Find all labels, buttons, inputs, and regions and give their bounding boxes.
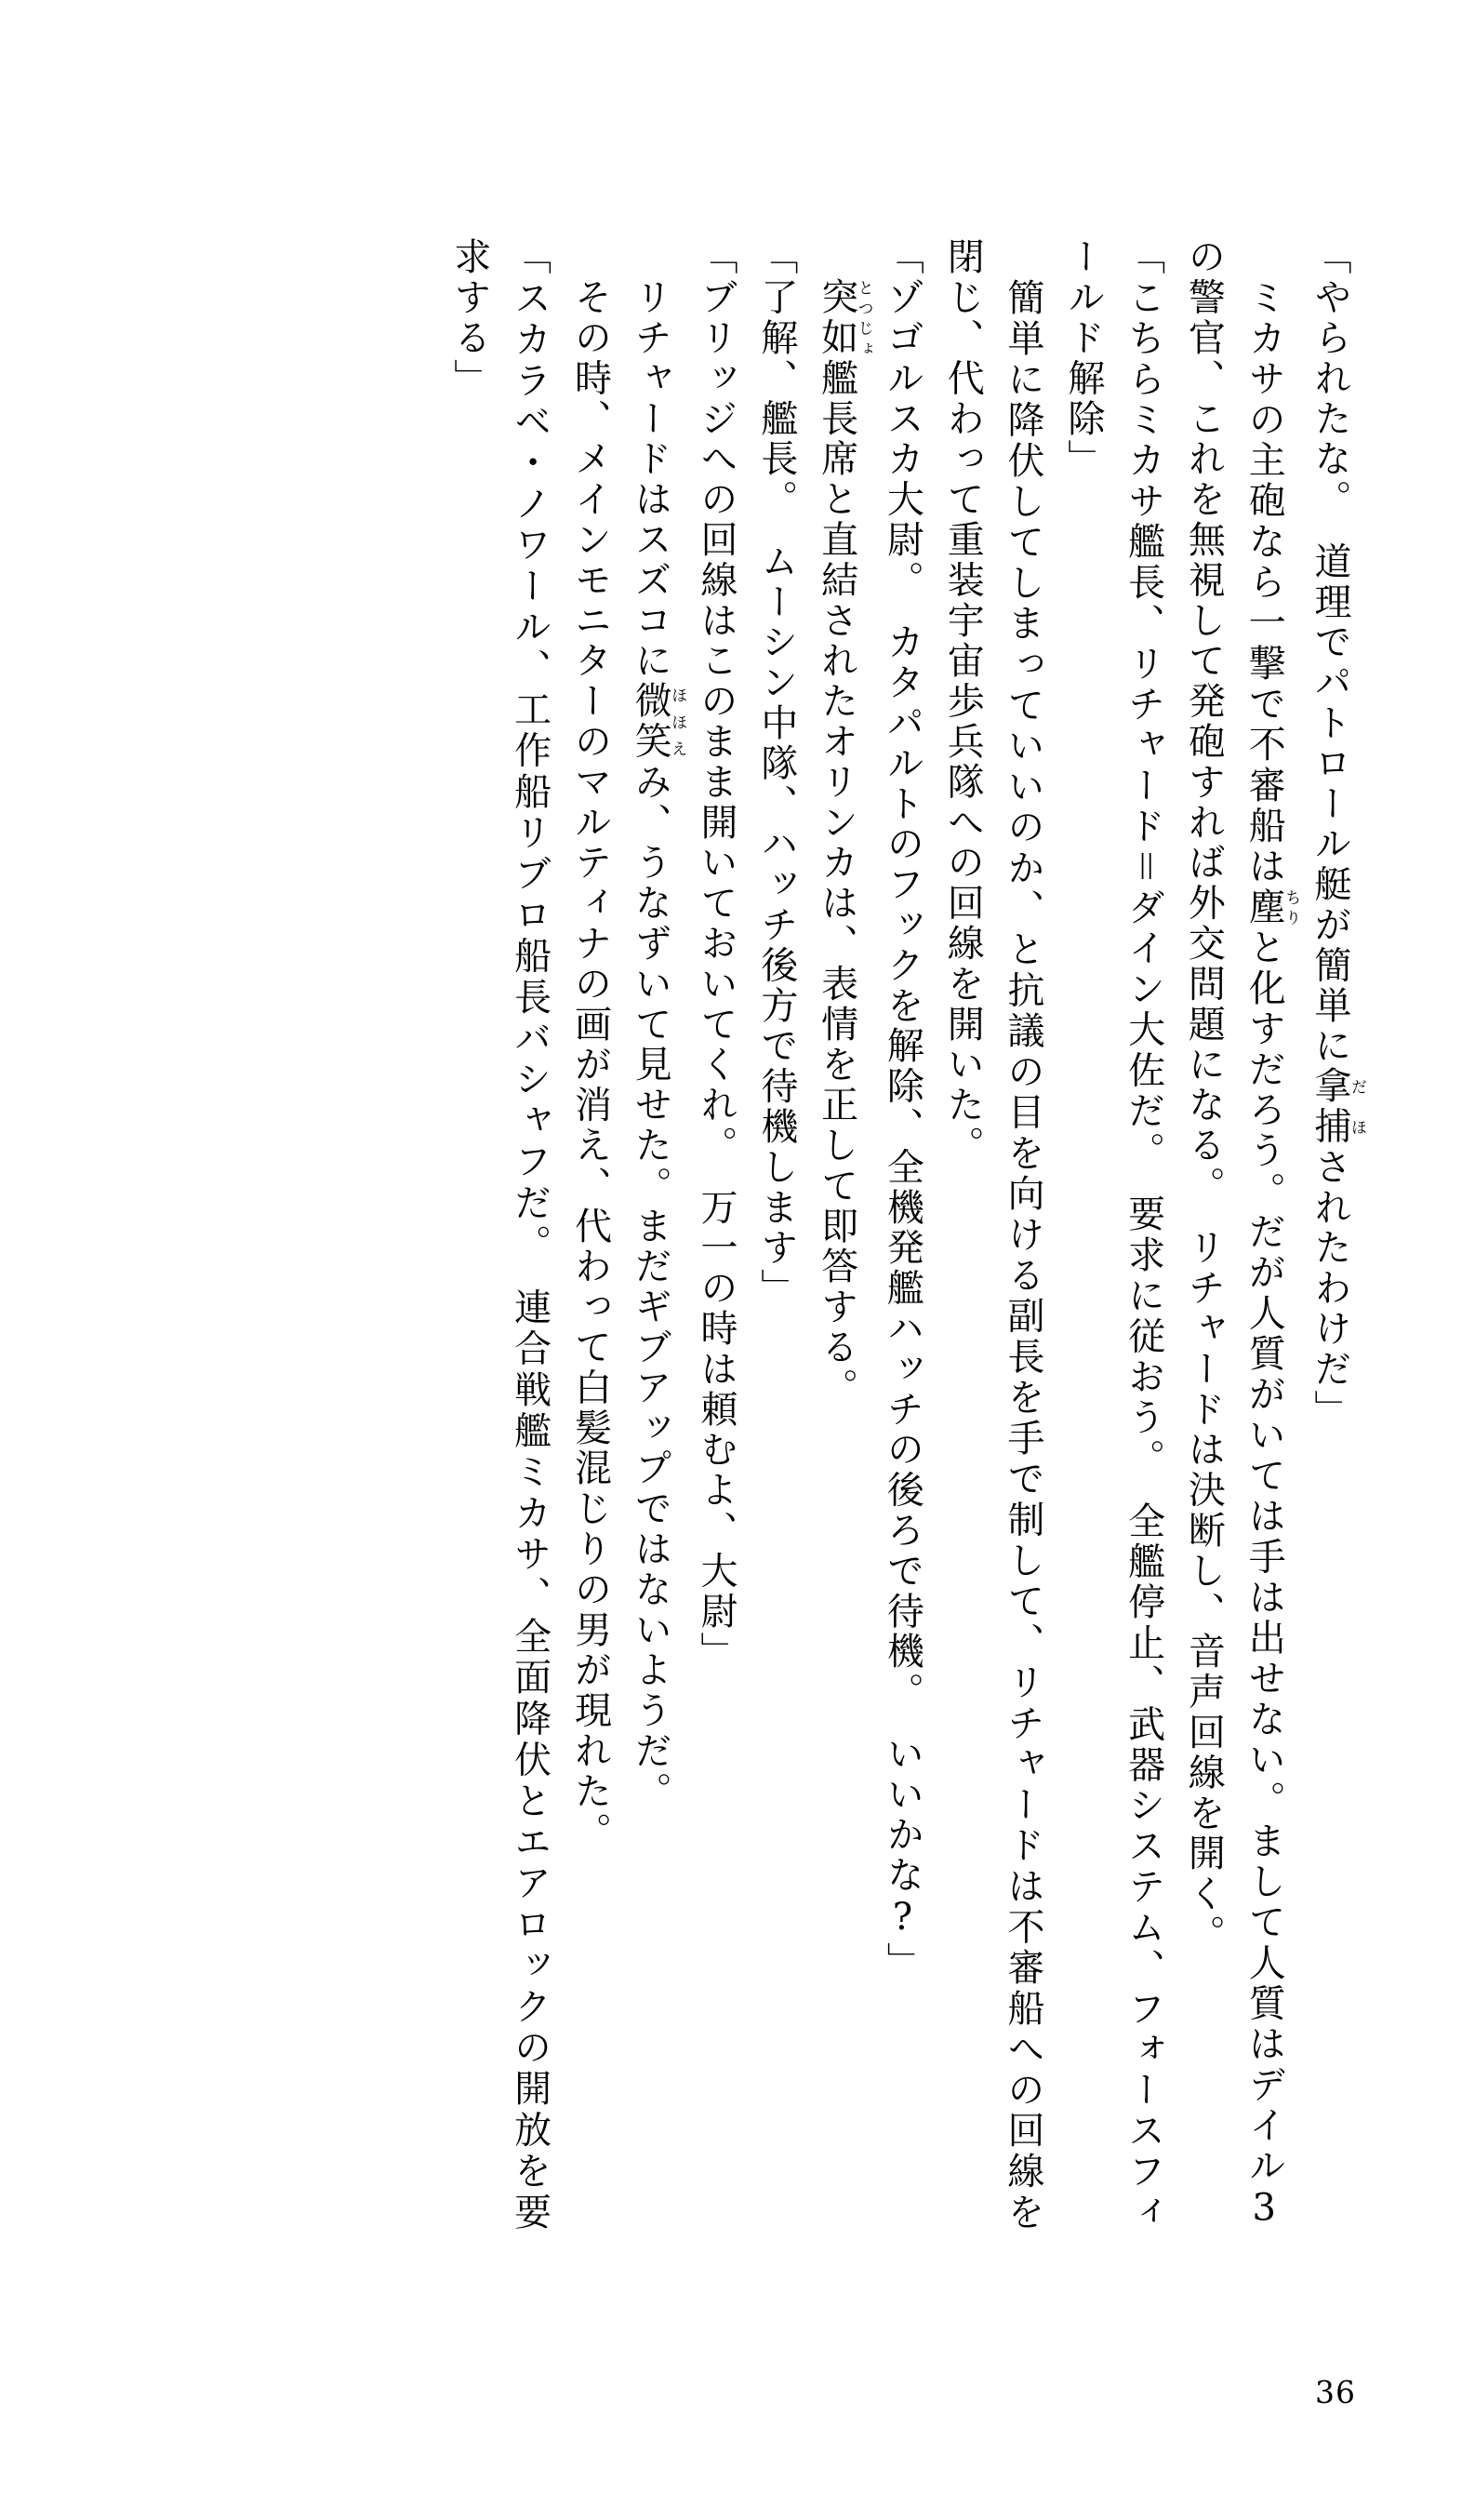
page-number: 36 [1315,2374,1356,2410]
ruby-totsujo: 突如とつじょ [815,277,873,359]
paragraph: 「了解、艦長。 ムーシン中隊、ハッチ後方で待機します」 [754,237,798,1309]
paragraph: 簡単に降伏してしまっていいのか、と抗議の目を向ける副長を手で制して、リチャードは不審船への回線を閉じ、代わって重装宇宙歩兵隊への回線を開いた。 [941,237,1045,2233]
paragraph: 「ブリッジへの回線はこのまま開いておいてくれ。 万一の時は頼むよ、大尉」 [695,237,738,1673]
paragraph: 「こちらミカサ艦長、リチャード＝ダイン大佐だ。 要求に従おう。 全艦停止、武器システム、フォースフィールド解除」 [1061,237,1165,2233]
paragraph: 「スカラベ・ノワール、工作船リブロ船長バシャフだ。 連合戦艦ミカサ、全面降伏とエアロックの開放を要求する」 [447,237,551,2233]
paragraph: 「ゾゴルスカ大尉。 カタパルトのフックを解除、全機発艦ハッチの後ろで待機。 いいかな?」 [881,237,924,1982]
paragraph: 「やられたな。 道理でパトロール艇が簡単に拿捕だほされたわけだ」 [1309,237,1366,1431]
ruby-hohoe: 微笑ほほえ [629,681,687,763]
vertical-text-body [112,237,1365,2233]
paragraph: ミカサの主砲なら一撃で不審船は塵ちりと化すだろう。だが人質がいては手は出せない。まして人質はデイル3の警官、これを無視して発砲すれば外交問題になる。 リチャードは決断し、音声回線を開く。 [1182,237,1301,2233]
ruby-daho: 拿捕だほ [1309,1066,1366,1148]
ruby-chiri: 塵ちり [1242,887,1301,928]
paragraph: 突如とつじょ艦長席と直結されたオリンカは、表情を正して即答する。 [815,277,873,1408]
paragraph: その時、メインモニターのマルティナの画が消え、代わって白髪混じりの男が現れた。 [568,237,612,1852]
paragraph: リチャードはスズコに微笑ほほえみ、うなずいて見せた。まだギブアップではないようだ。 [629,237,687,1812]
